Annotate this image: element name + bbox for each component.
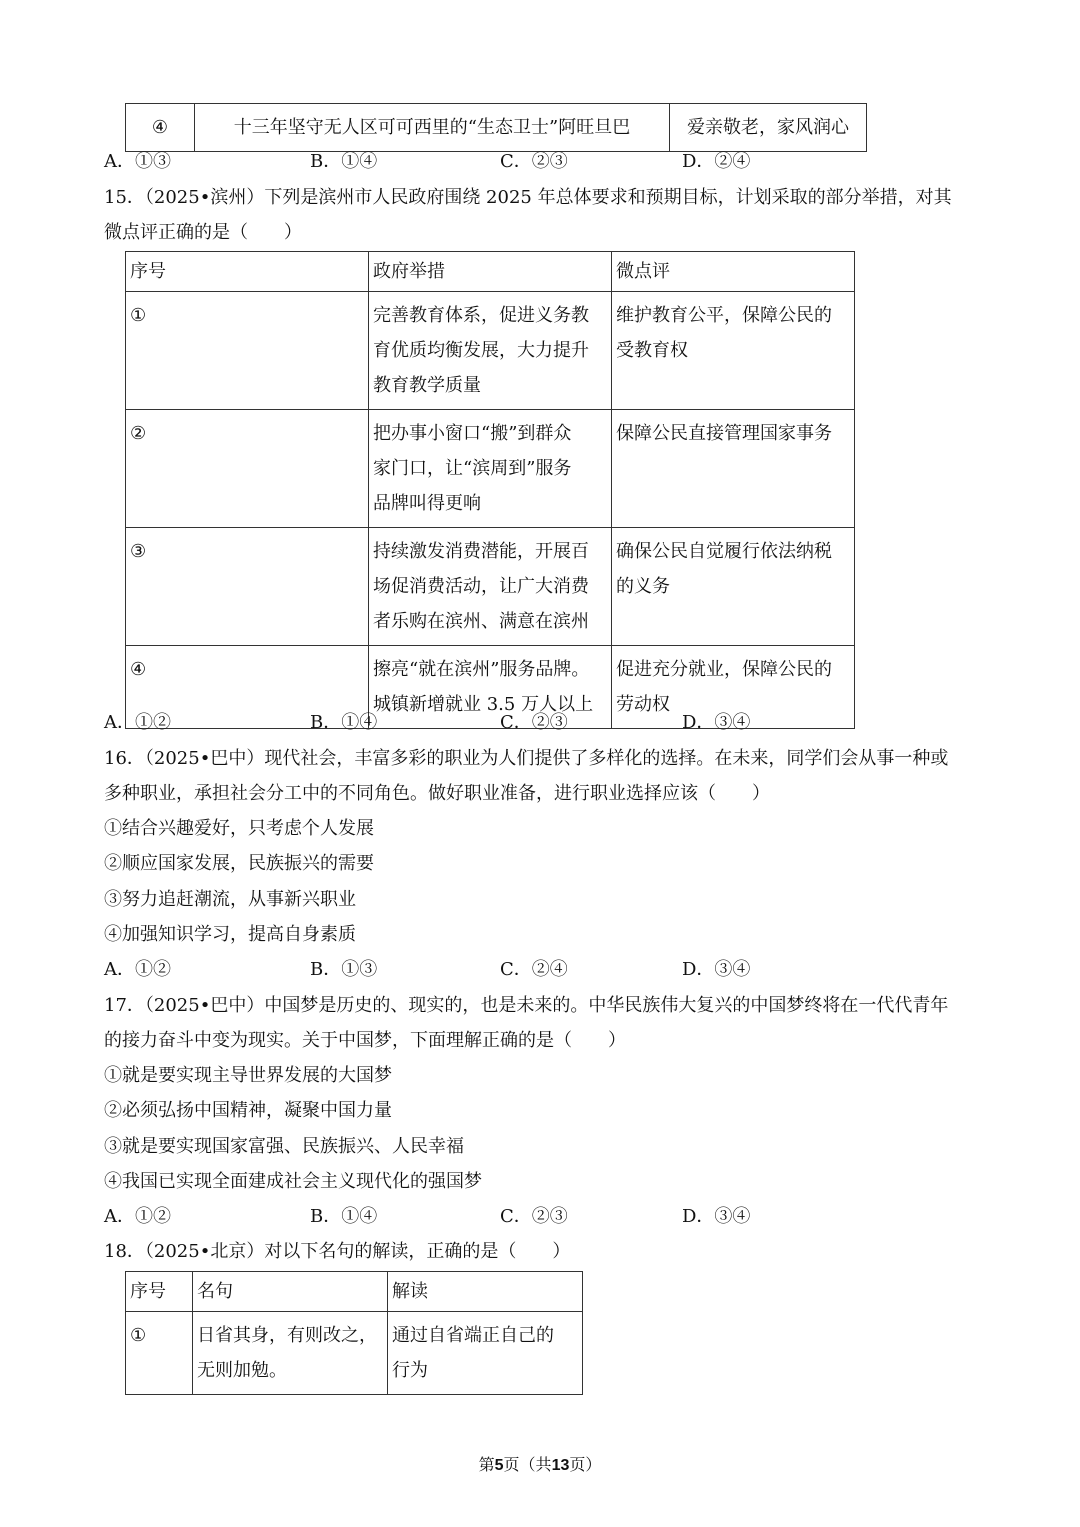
q16-option-c: C．②④ <box>500 959 568 980</box>
comment-line: 受教育权 <box>616 340 688 361</box>
q16-option-b: B．①③ <box>310 959 378 980</box>
comment-line: 促进充分就业，保障公民的 <box>616 659 832 680</box>
row-number: ① <box>126 1312 193 1395</box>
q15-stem-line2: 微点评正确的是（ ） <box>104 222 302 243</box>
header-quote: 名句 <box>193 1272 388 1312</box>
measure-line: 场促消费活动，让广大消费 <box>373 576 589 597</box>
measure-cell <box>369 646 612 729</box>
q15-option-c: C．②③ <box>500 712 568 733</box>
row-number: ② <box>126 410 369 528</box>
reading-line: 行为 <box>392 1360 428 1381</box>
measure-line: 家门口，让“滨周到”服务 <box>373 458 572 479</box>
comment-cell <box>612 410 855 528</box>
header-number: 序号 <box>126 1272 193 1312</box>
q17-item-2: ②必须弘扬中国精神，凝聚中国力量 <box>104 1100 392 1121</box>
measure-line: 育优质均衡发展，大力提升 <box>373 340 589 361</box>
q14-table-tail <box>125 103 867 152</box>
measure-cell <box>369 292 612 410</box>
measure-line: 者乐购在滨州、满意在滨州 <box>373 611 589 632</box>
table-header-row <box>126 252 855 292</box>
q15-table <box>125 251 855 729</box>
q15-option-a: A．①② <box>104 712 171 733</box>
quote-cell <box>193 1312 388 1395</box>
footer-prefix: 第 <box>478 1455 495 1474</box>
table-row <box>126 410 855 528</box>
measure-line: 城镇新增就业 3.5 万人以上 <box>373 694 594 715</box>
header-number: 序号 <box>126 252 369 292</box>
q17-option-c: C．②③ <box>500 1206 568 1227</box>
quote-line: 无则加勉。 <box>197 1360 287 1381</box>
q17-option-d: D．③④ <box>682 1206 751 1227</box>
table-header-row <box>126 1272 583 1312</box>
comment-cell <box>612 528 855 646</box>
reading-line: 通过自省端正自己的 <box>392 1325 554 1346</box>
q17-option-b: B．①④ <box>310 1206 378 1227</box>
quality-cell: 爱亲敬老，家风润心 <box>670 104 867 152</box>
q18-stem-line1: 18．（2025•北京）对以下名句的解读，正确的是（ ） <box>104 1241 571 1262</box>
table-row <box>126 292 855 410</box>
q17-stem-line2: 的接力奋斗中变为现实。关于中国梦，下面理解正确的是（ ） <box>104 1030 626 1051</box>
comment-line: 的义务 <box>616 576 670 597</box>
q16-item-2: ②顺应国家发展，民族振兴的需要 <box>104 853 374 874</box>
q14-option-b: B．①④ <box>310 151 378 172</box>
q15-option-d: D．③④ <box>682 712 751 733</box>
quote-line: 日省其身，有则改之， <box>197 1325 377 1346</box>
footer-total-pages: 13 <box>551 1457 570 1474</box>
reading-cell <box>388 1312 583 1395</box>
q14-option-a: A．①③ <box>104 151 171 172</box>
q17-stem-line1: 17．（2025•巴中）中国梦是历史的、现实的，也是未来的。中华民族伟大复兴的中国梦终将在一代代青年 <box>104 995 949 1016</box>
page-footer <box>0 1452 1080 1475</box>
measure-cell <box>369 528 612 646</box>
measure-line: 完善教育体系，促进义务教 <box>373 305 589 326</box>
comment-line: 保障公民直接管理国家事务 <box>616 423 832 444</box>
footer-page-number: 5 <box>494 1457 504 1474</box>
comment-line: 劳动权 <box>616 694 670 715</box>
header-reading: 解读 <box>388 1272 583 1312</box>
q16-option-a: A．①② <box>104 959 171 980</box>
row-number: ① <box>126 292 369 410</box>
measure-line: 品牌叫得更响 <box>373 493 481 514</box>
q17-option-a: A．①② <box>104 1206 171 1227</box>
q16-stem-line2: 多种职业，承担社会分工中的不同角色。做好职业准备，进行职业选择应该（ ） <box>104 783 770 804</box>
footer-suffix: 页） <box>569 1455 602 1474</box>
q15-stem-line1: 15．（2025•滨州）下列是滨州市人民政府围绕 2025 年总体要求和预期目标，计划采取的部分举措，对其 <box>104 187 952 208</box>
q15-option-b: B．①④ <box>310 712 378 733</box>
comment-cell <box>612 292 855 410</box>
row-number: ④ <box>126 104 195 152</box>
q18-table <box>125 1271 583 1395</box>
measure-line: 把办事小窗口“搬”到群众 <box>373 423 572 444</box>
measure-line: 持续激发消费潜能，开展百 <box>373 541 589 562</box>
row-number: ④ <box>126 646 369 729</box>
q14-option-d: D．②④ <box>682 151 751 172</box>
comment-line: 维护教育公平，保障公民的 <box>616 305 832 326</box>
q16-item-4: ④加强知识学习，提高自身素质 <box>104 924 356 945</box>
q14-option-c: C．②③ <box>500 151 568 172</box>
q16-stem-line1: 16．（2025•巴中）现代社会，丰富多彩的职业为人们提供了多样化的选择。在未来，同学们会从事一种或 <box>104 748 949 769</box>
comment-line: 确保公民自觉履行依法纳税 <box>616 541 832 562</box>
table-row <box>126 1312 583 1395</box>
q16-item-3: ③努力追赶潮流，从事新兴职业 <box>104 889 356 910</box>
footer-mid: 页（共 <box>503 1455 552 1474</box>
table-row <box>126 104 867 152</box>
measure-line: 擦亮“就在滨州”服务品牌。 <box>373 659 590 680</box>
header-measure: 政府举措 <box>369 252 612 292</box>
table-row <box>126 528 855 646</box>
measure-cell <box>369 410 612 528</box>
q16-option-d: D．③④ <box>682 959 751 980</box>
person-cell: 十三年坚守无人区可可西里的“生态卫士”阿旺旦巴 <box>195 104 670 152</box>
q17-item-1: ①就是要实现主导世界发展的大国梦 <box>104 1065 392 1086</box>
q17-item-3: ③就是要实现国家富强、民族振兴、人民幸福 <box>104 1136 464 1157</box>
row-number: ③ <box>126 528 369 646</box>
q17-item-4: ④我国已实现全面建成社会主义现代化的强国梦 <box>104 1171 482 1192</box>
header-comment: 微点评 <box>612 252 855 292</box>
q16-item-1: ①结合兴趣爱好，只考虑个人发展 <box>104 818 374 839</box>
measure-line: 教育教学质量 <box>373 375 481 396</box>
